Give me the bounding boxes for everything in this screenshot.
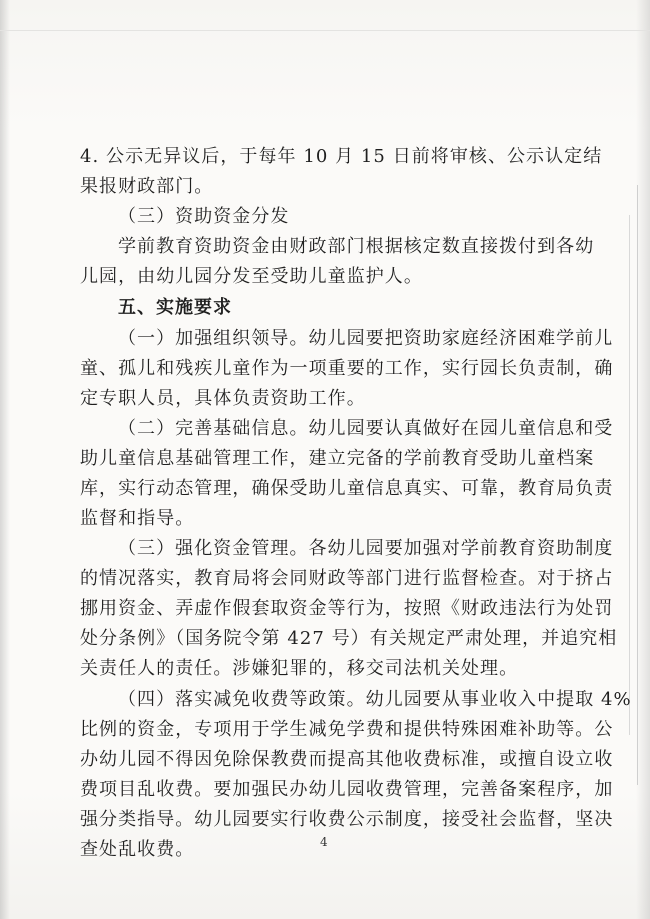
text-line: 强分类指导。幼儿园要实行收费公示制度，接受社会监督，坚决 [80,809,614,830]
text-line: 比例的资金，专项用于学生减免学费和提供特殊困难补助等。公 [80,719,614,740]
text-line: 库，实行动态管理，确保受助儿童信息真实、可靠，教育局负责 [80,478,614,499]
scan-shadow-right [636,0,650,919]
text-line: 果报财政部门。 [80,176,214,197]
scan-shadow-left [0,0,10,919]
section-heading: 五、实施要求 [118,297,232,318]
text-line: 的情况落实，教育局将会同财政等部门进行监督检查。对于挤占 [80,568,614,589]
section-heading: （三）资助资金分发 [118,206,290,227]
text-line: 关责任人的责任。涉嫌犯罪的，移交司法机关处理。 [80,658,519,679]
page-number: 4 [320,835,328,849]
text-line: （四）落实减免收费等政策。幼儿园要从事业收入中提取 4% [118,689,632,710]
scan-artifact-line [637,185,638,785]
text-line: 学前教育资助资金由财政部门根据核定数直接拨付到各幼 [118,236,595,257]
text-line: 挪用资金、弄虚作假套取资金等行为，按照《财政违法行为处罚 [80,598,614,619]
text-line: 助儿童信息基础管理工作，建立完备的学前教育受助儿童档案 [80,448,595,469]
text-line: 办幼儿园不得因免除保教费而提高其他收费标准，或擅自设立收 [80,749,614,770]
scan-artifact-line [629,215,630,735]
text-line: （一）加强组织领导。幼儿园要把资助家庭经济困难学前儿 [118,328,614,349]
scan-artifact-line [0,30,650,31]
text-line: 定专职人员，具体负责资助工作。 [80,388,366,409]
text-line: 童、孤儿和残疾儿童作为一项重要的工作，实行园长负责制，确 [80,358,614,379]
text-line: 4. 公示无异议后，于每年 10 月 15 日前将审核、公示认定结 [80,146,603,167]
text-line: 儿园，由幼儿园分发至受助儿童监护人。 [80,266,423,287]
text-line: 费项目乱收费。要加强民办幼儿园收费管理，完善备案程序，加 [80,779,614,800]
text-line: （二）完善基础信息。幼儿园要认真做好在园儿童信息和受 [118,418,614,439]
text-line: 监督和指导。 [80,508,195,529]
text-line: 处分条例》（国务院令第 427 号）有关规定严肃处理，并追究相 [80,628,618,649]
text-line: 查处乱收费。 [80,839,195,860]
text-line: （三）强化资金管理。各幼儿园要加强对学前教育资助制度 [118,538,614,559]
